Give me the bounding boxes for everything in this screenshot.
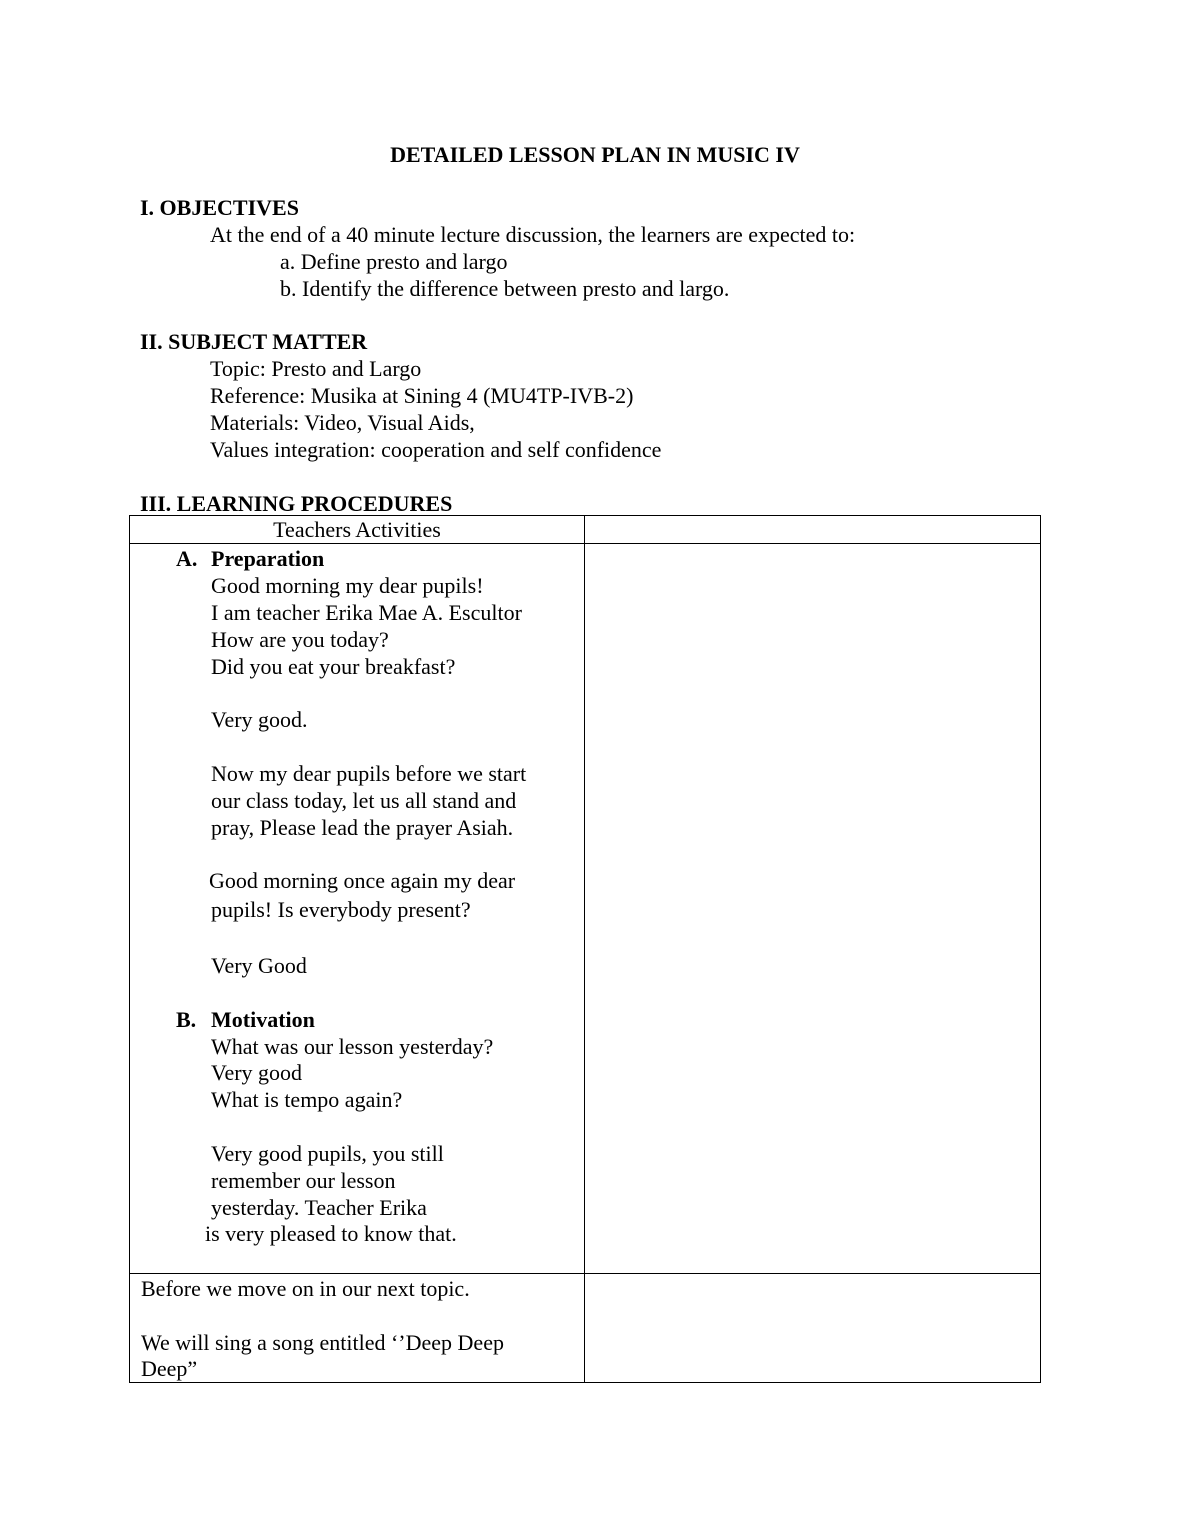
subject-materials: Materials: Video, Visual Aids,: [210, 410, 475, 435]
pupils-activities-header: [585, 516, 1041, 544]
teacher-activities-cell: [130, 544, 585, 1274]
teacher-activities-cell: [130, 1274, 585, 1383]
list-item: remember our lesson: [211, 1168, 396, 1193]
list-item: Good morning once again my dear: [209, 868, 516, 893]
list-item: Did you eat your breakfast?: [211, 654, 456, 679]
list-item: our class today, let us all stand and: [211, 788, 517, 813]
objective-item: b. Identify the difference between presto and largo.: [280, 276, 730, 301]
objective-item: a. Define presto and largo: [280, 249, 508, 274]
list-item: What was our lesson yesterday?: [211, 1034, 494, 1059]
page-title: DETAILED LESSON PLAN IN MUSIC IV: [390, 142, 800, 167]
list-item: Very good pupils, you still: [211, 1141, 444, 1166]
list-item: We will sing a song entitled ‘’Deep Deep: [141, 1330, 504, 1355]
subject-matter-heading: II. SUBJECT MATTER: [140, 329, 368, 354]
pupil-activities-cell: [585, 544, 1041, 1274]
pupil-activities-cell: [585, 1274, 1041, 1383]
preparation-label: A.: [176, 546, 198, 571]
list-item: is very pleased to know that.: [205, 1221, 457, 1246]
list-item: yesterday. Teacher Erika: [211, 1195, 427, 1220]
procedures-table: [129, 515, 1041, 1383]
list-item: Deep”: [141, 1356, 198, 1381]
table-header-row: [130, 516, 1041, 544]
list-item: Good morning my dear pupils!: [211, 573, 484, 598]
objectives-heading: I. OBJECTIVES: [140, 195, 299, 220]
list-item: Before we move on in our next topic.: [141, 1276, 470, 1301]
list-item: Very good: [211, 1060, 303, 1085]
list-item: How are you today?: [211, 627, 389, 652]
subject-reference: Reference: Musika at Sining 4 (MU4TP-IVB-2): [210, 383, 634, 408]
subject-values: Values integration: cooperation and self confidence: [210, 437, 662, 462]
motivation-label: B.: [176, 1007, 197, 1032]
table-row: [130, 544, 1041, 1274]
list-item: What is tempo again?: [211, 1087, 403, 1112]
list-item: Now my dear pupils before we start: [211, 761, 527, 786]
list-item: Very Good: [211, 953, 307, 978]
subject-topic: Topic: Presto and Largo: [210, 356, 422, 381]
preparation-title: Preparation: [211, 546, 325, 571]
list-item: pray, Please lead the prayer Asiah.: [211, 815, 514, 840]
procedures-heading: III. LEARNING PROCEDURES: [140, 491, 453, 516]
table-row: [130, 1274, 1041, 1383]
teachers-activities-header: Teachers Activities: [130, 516, 585, 544]
objectives-intro: At the end of a 40 minute lecture discussion, the learners are expected to:: [210, 222, 856, 247]
list-item: pupils! Is everybody present?: [211, 897, 471, 922]
motivation-title: Motivation: [211, 1007, 315, 1032]
list-item: Very good.: [211, 707, 308, 732]
list-item: I am teacher Erika Mae A. Escultor: [211, 600, 522, 625]
